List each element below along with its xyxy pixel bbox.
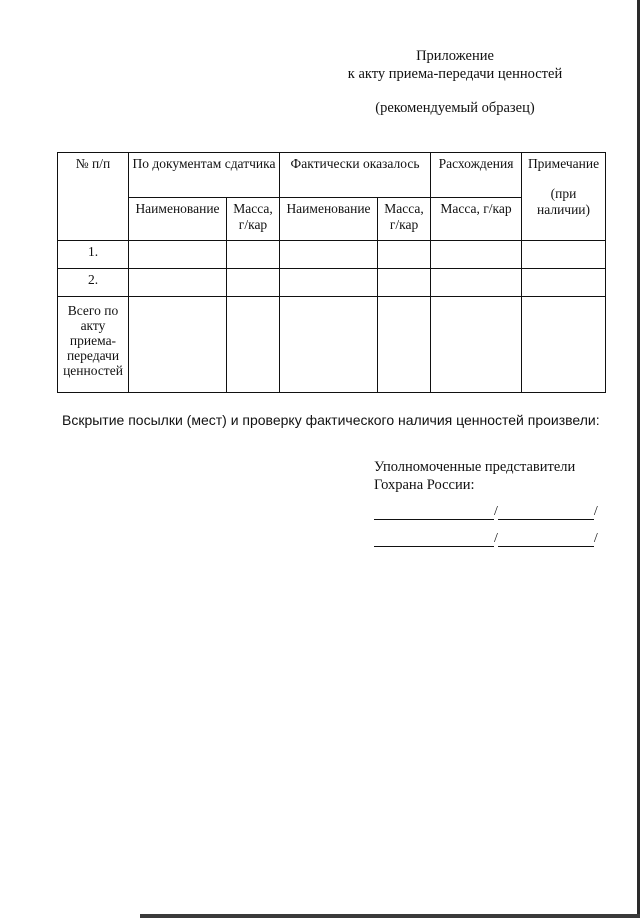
- table-cell[interactable]: [522, 297, 606, 393]
- table-row: [58, 241, 606, 269]
- actual-name-header: Наименование: [280, 198, 378, 241]
- name-field[interactable]: [498, 505, 594, 520]
- signature-line-1: [374, 504, 598, 522]
- table-total-row: [58, 297, 606, 393]
- table-cell[interactable]: [227, 241, 280, 269]
- note-sublabel: (при наличии): [537, 186, 591, 217]
- signature-field[interactable]: [374, 532, 494, 547]
- col-number-header: № п/п: [58, 153, 129, 241]
- table-cell[interactable]: [522, 269, 606, 297]
- table-cell[interactable]: [280, 241, 378, 269]
- table-cell[interactable]: [280, 269, 378, 297]
- row-number: 2.: [58, 269, 129, 297]
- table-cell[interactable]: [378, 241, 431, 269]
- table-cell[interactable]: [129, 241, 227, 269]
- table-row: [58, 269, 606, 297]
- note-label: Примечание: [527, 156, 600, 171]
- signature-field[interactable]: [374, 505, 494, 520]
- representatives-line1: Уполномоченные представители: [374, 459, 576, 475]
- col-note-header: [522, 153, 606, 241]
- signature-line-2: [374, 531, 598, 549]
- table-cell[interactable]: [227, 269, 280, 297]
- scan-edge-bottom: [140, 914, 640, 918]
- act-table: [57, 152, 606, 393]
- table-cell[interactable]: [431, 297, 522, 393]
- table-cell[interactable]: [522, 241, 606, 269]
- appendix-subtitle: к акту приема-передачи ценностей: [347, 66, 563, 82]
- docs-name-header: Наименование: [129, 198, 227, 241]
- signature-separator: /: [494, 531, 498, 546]
- table-cell[interactable]: [378, 269, 431, 297]
- opening-statement: Вскрытие посылки (мест) и проверку фактического наличия ценностей произвели:: [62, 412, 600, 428]
- appendix-title: Приложение: [416, 48, 494, 64]
- col-documents-header: По документам сдатчика: [129, 153, 280, 198]
- table-header-row: [58, 153, 606, 198]
- docs-mass-header: Масса, г/кар: [227, 198, 280, 241]
- table-cell[interactable]: [129, 269, 227, 297]
- actual-mass-header: Масса, г/кар: [378, 198, 431, 241]
- diff-mass-header: Масса, г/кар: [431, 198, 522, 241]
- total-label: Всего по акту приема-передачи ценностей: [58, 297, 129, 393]
- signature-separator: /: [593, 504, 598, 519]
- table-cell[interactable]: [431, 269, 522, 297]
- table-cell[interactable]: [280, 297, 378, 393]
- col-diff-header: Расхождения: [431, 153, 522, 198]
- table-cell[interactable]: [129, 297, 227, 393]
- signature-separator: /: [494, 504, 498, 519]
- sample-note: (рекомендуемый образец): [375, 100, 535, 116]
- table-cell[interactable]: [378, 297, 431, 393]
- col-actual-header: Фактически оказалось: [280, 153, 431, 198]
- representatives-block: [374, 458, 614, 494]
- representatives-line2: Гохрана России:: [374, 477, 475, 493]
- row-number: 1.: [58, 241, 129, 269]
- signature-separator: /: [593, 531, 598, 546]
- appendix-header: [330, 47, 580, 117]
- table-cell[interactable]: [227, 297, 280, 393]
- table-cell[interactable]: [431, 241, 522, 269]
- name-field[interactable]: [498, 532, 594, 547]
